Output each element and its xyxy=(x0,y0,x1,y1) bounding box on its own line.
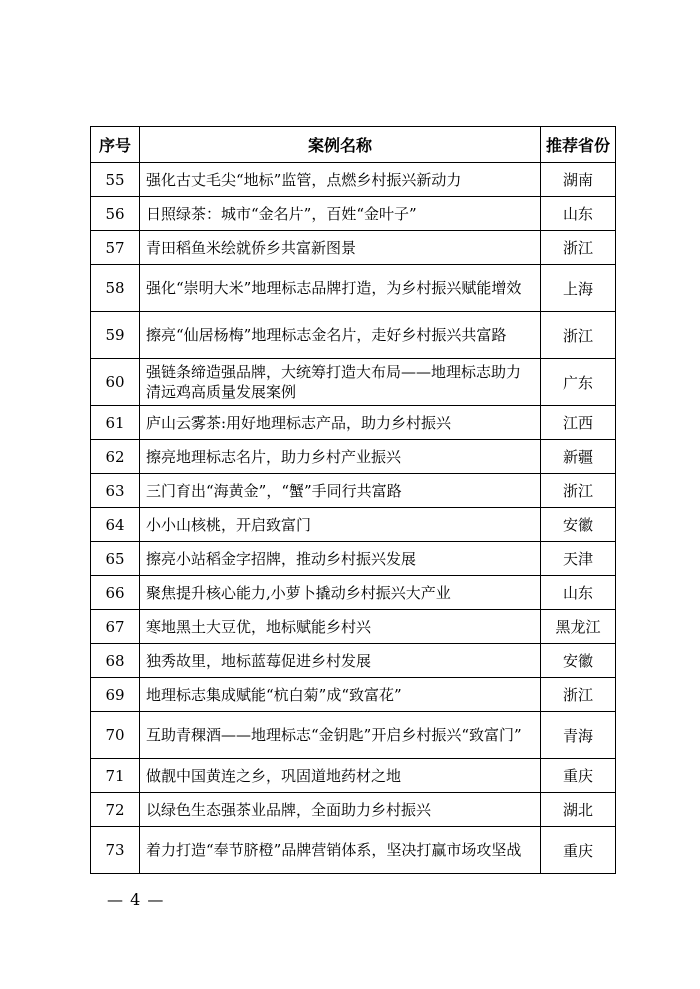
row-province: 浙江 xyxy=(541,474,616,508)
row-province: 湖北 xyxy=(541,793,616,827)
table-row xyxy=(91,440,616,474)
row-case-name: 地理标志集成赋能“杭白菊”成“致富花” xyxy=(140,678,541,712)
table-header-row xyxy=(91,127,616,163)
row-province: 安徽 xyxy=(541,644,616,678)
row-index: 62 xyxy=(91,440,140,474)
row-province: 新疆 xyxy=(541,440,616,474)
table-row xyxy=(91,406,616,440)
row-case-name: 强化“崇明大米”地理标志品牌打造，为乡村振兴赋能增效 xyxy=(140,265,541,312)
row-case-name: 擦亮小站稻金字招牌，推动乡村振兴发展 xyxy=(140,542,541,576)
row-province: 山东 xyxy=(541,576,616,610)
row-index: 61 xyxy=(91,406,140,440)
row-index: 63 xyxy=(91,474,140,508)
table-row xyxy=(91,231,616,265)
table-row xyxy=(91,678,616,712)
table-row xyxy=(91,712,616,759)
table-row xyxy=(91,265,616,312)
table-row xyxy=(91,610,616,644)
row-province: 广东 xyxy=(541,359,616,406)
row-index: 70 xyxy=(91,712,140,759)
table-row xyxy=(91,576,616,610)
row-case-name: 互助青稞酒——地理标志“金钥匙”开启乡村振兴“致富门” xyxy=(140,712,541,759)
header-province: 推荐省份 xyxy=(541,127,616,163)
row-case-name: 三门育出“海黄金”，“蟹”手同行共富路 xyxy=(140,474,541,508)
table-row xyxy=(91,197,616,231)
row-case-name: 小小山核桃，开启致富门 xyxy=(140,508,541,542)
row-province: 浙江 xyxy=(541,312,616,359)
row-case-name: 擦亮“仙居杨梅”地理标志金名片，走好乡村振兴共富路 xyxy=(140,312,541,359)
row-province: 重庆 xyxy=(541,827,616,874)
row-case-name: 青田稻鱼米绘就侨乡共富新图景 xyxy=(140,231,541,265)
table-row xyxy=(91,827,616,874)
row-index: 57 xyxy=(91,231,140,265)
row-index: 73 xyxy=(91,827,140,874)
table-row xyxy=(91,312,616,359)
table-row xyxy=(91,759,616,793)
row-index: 58 xyxy=(91,265,140,312)
row-province: 重庆 xyxy=(541,759,616,793)
row-province: 浙江 xyxy=(541,678,616,712)
row-province: 青海 xyxy=(541,712,616,759)
row-case-name: 做靓中国黄连之乡，巩固道地药材之地 xyxy=(140,759,541,793)
row-case-name: 擦亮地理标志名片，助力乡村产业振兴 xyxy=(140,440,541,474)
row-province: 江西 xyxy=(541,406,616,440)
table-row xyxy=(91,542,616,576)
table-row xyxy=(91,474,616,508)
row-case-name: 强化古丈毛尖“地标”监管，点燃乡村振兴新动力 xyxy=(140,163,541,197)
table-row xyxy=(91,359,616,406)
row-province: 湖南 xyxy=(541,163,616,197)
table-row xyxy=(91,793,616,827)
row-index: 72 xyxy=(91,793,140,827)
row-case-name: 聚焦提升核心能力,小萝卜撬动乡村振兴大产业 xyxy=(140,576,541,610)
row-index: 55 xyxy=(91,163,140,197)
row-index: 69 xyxy=(91,678,140,712)
row-case-name: 独秀故里，地标蓝莓促进乡村发展 xyxy=(140,644,541,678)
table-row xyxy=(91,163,616,197)
row-province: 浙江 xyxy=(541,231,616,265)
row-index: 59 xyxy=(91,312,140,359)
row-case-name: 日照绿茶：城市“金名片”，百姓“金叶子” xyxy=(140,197,541,231)
row-index: 60 xyxy=(91,359,140,406)
row-province: 天津 xyxy=(541,542,616,576)
row-index: 65 xyxy=(91,542,140,576)
row-case-name: 寒地黑土大豆优，地标赋能乡村兴 xyxy=(140,610,541,644)
row-province: 山东 xyxy=(541,197,616,231)
page-number: — 4 — xyxy=(107,890,165,909)
row-case-name: 以绿色生态强茶业品牌，全面助力乡村振兴 xyxy=(140,793,541,827)
row-case-name: 庐山云雾茶:用好地理标志产品，助力乡村振兴 xyxy=(140,406,541,440)
header-case-name: 案例名称 xyxy=(140,127,541,163)
header-index: 序号 xyxy=(91,127,140,163)
row-province: 安徽 xyxy=(541,508,616,542)
row-index: 56 xyxy=(91,197,140,231)
row-province: 黑龙江 xyxy=(541,610,616,644)
table-row xyxy=(91,508,616,542)
row-index: 68 xyxy=(91,644,140,678)
row-index: 67 xyxy=(91,610,140,644)
row-index: 66 xyxy=(91,576,140,610)
row-case-name: 强链条缔造强品牌，大统筹打造大布局——地理标志助力清远鸡高质量发展案例 xyxy=(140,359,541,406)
row-case-name: 着力打造“奉节脐橙”品牌营销体系，坚决打赢市场攻坚战 xyxy=(140,827,541,874)
case-list-table xyxy=(90,126,616,874)
row-province: 上海 xyxy=(541,265,616,312)
table-row xyxy=(91,644,616,678)
row-index: 64 xyxy=(91,508,140,542)
row-index: 71 xyxy=(91,759,140,793)
